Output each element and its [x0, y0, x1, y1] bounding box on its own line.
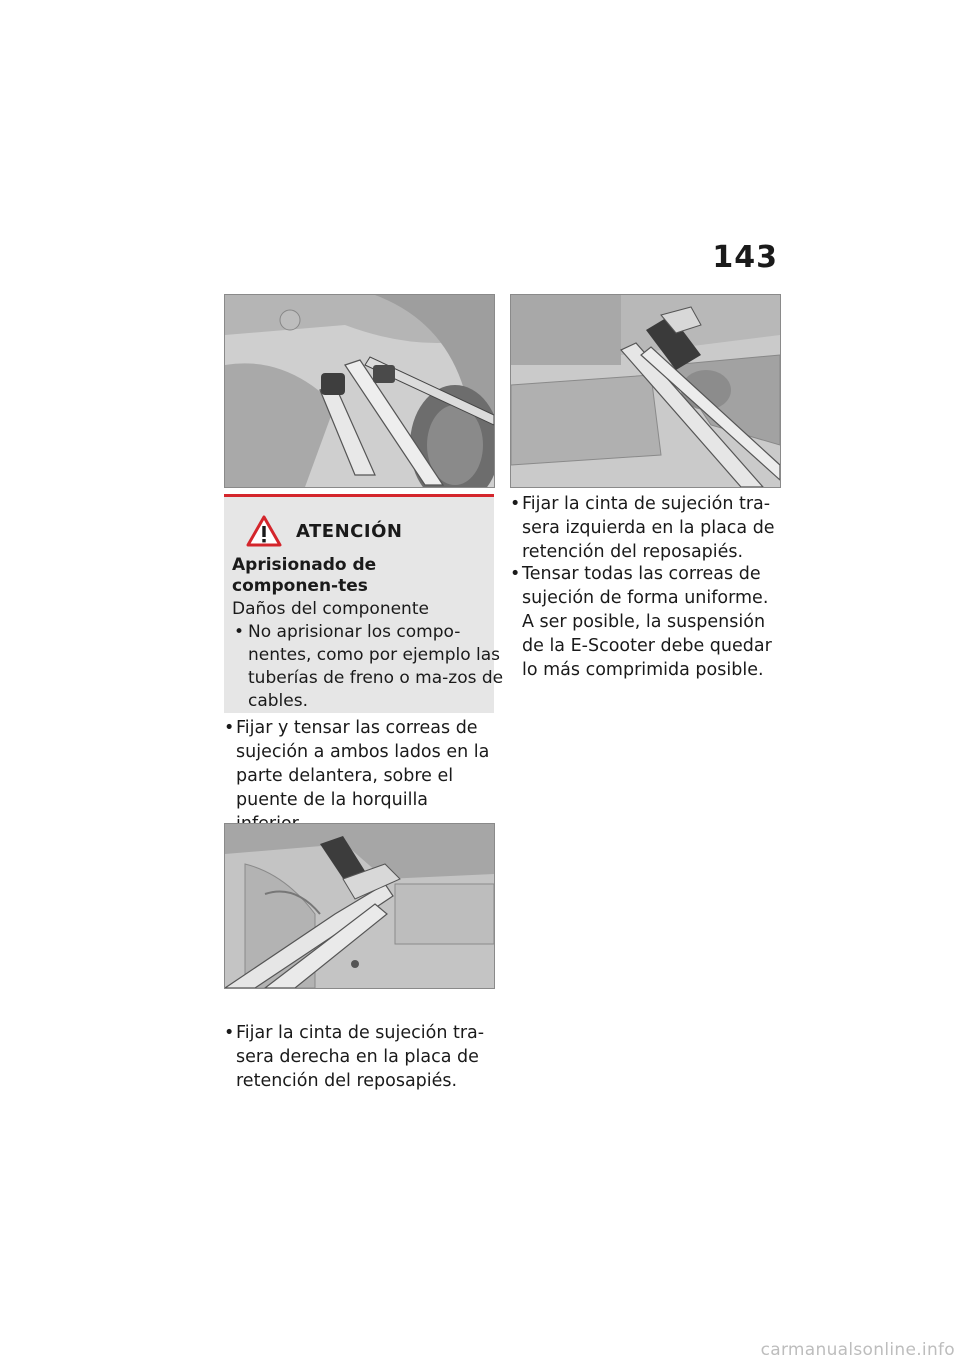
- bullet-icon: •: [224, 1023, 235, 1043]
- warning-description: Daños del componente: [232, 599, 429, 619]
- warning-title: ATENCIÓN: [296, 520, 403, 542]
- warning-triangle-icon: [246, 515, 282, 547]
- photo-rear-right-strap-image: [225, 824, 494, 988]
- step-2: [224, 1021, 494, 1093]
- bullet-icon: •: [510, 564, 521, 584]
- bullet-icon: •: [510, 494, 521, 514]
- step-3: [510, 492, 780, 564]
- warning-bullet-text: No aprisionar los compo-nentes, como por ejemplo las tuberías de freno o ma-zos de cables.: [248, 622, 504, 711]
- bullet-icon: •: [224, 718, 235, 738]
- step-1: [224, 716, 494, 836]
- step-4-text: Tensar todas las correas de sujeción de forma uniforme. A ser posible, la suspensión de la E-Scooter debe quedar lo más comprimida posible.: [522, 564, 772, 680]
- photo-front-fork-straps: [224, 294, 495, 488]
- photo-rear-right-strap: [224, 823, 495, 989]
- photo-rear-left-strap-image: [511, 295, 780, 487]
- warning-subtitle: Aprisionado de componen-tes: [232, 555, 377, 596]
- page-number: 143: [712, 240, 778, 275]
- photo-front-fork-straps-image: [225, 295, 494, 487]
- footer-watermark: carmanualsonline.info: [760, 1340, 955, 1360]
- step-1-text: Fijar y tensar las correas de sujeción a ambos lados en la parte delantera, sobre el puente de la horquilla: [236, 718, 490, 810]
- step-2-text: Fijar la cinta de sujeción tra-sera derecha en la placa de retención del reposapiés.: [236, 1023, 485, 1091]
- warning-bullet: [232, 621, 504, 713]
- step-3-text: Fijar la cinta de sujeción tra-sera izquierda en la placa de retención del reposapiés.: [522, 494, 775, 562]
- warning-box: [224, 494, 504, 713]
- step-4: [510, 562, 780, 682]
- warning-header: [246, 515, 402, 547]
- photo-rear-left-strap: [510, 294, 781, 488]
